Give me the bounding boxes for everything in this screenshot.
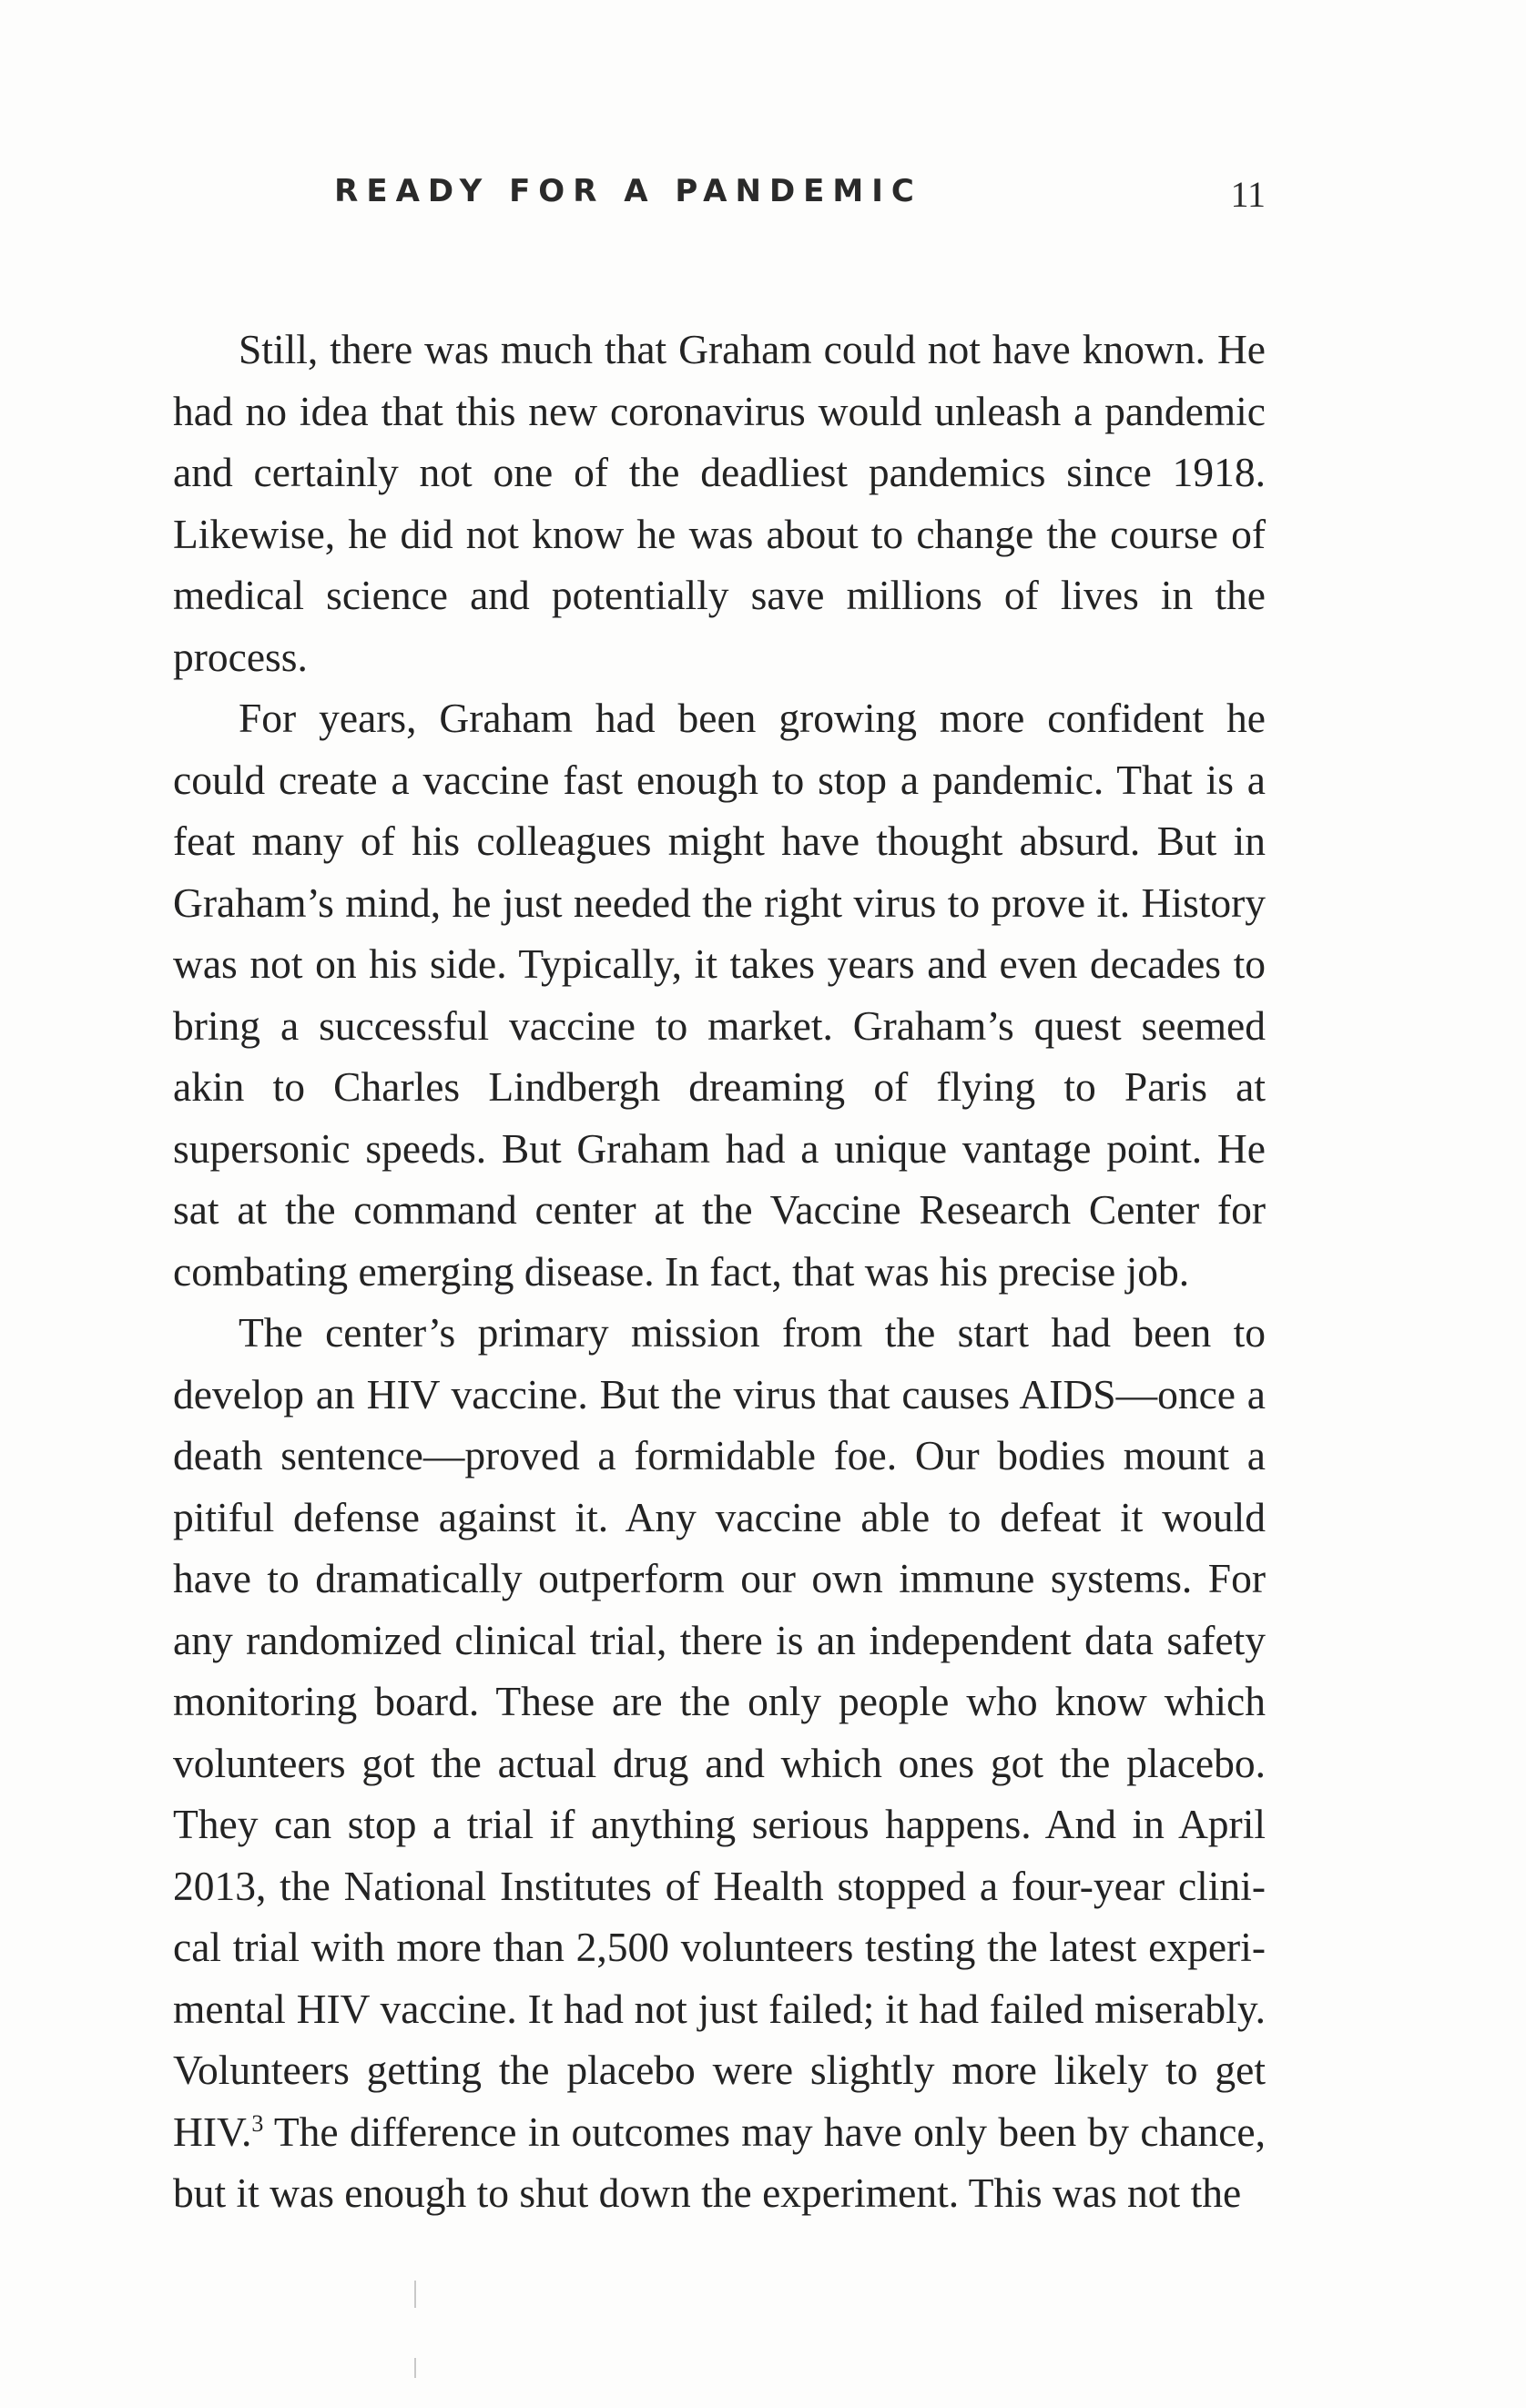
running-title: READY FOR A PANDEMIC — [334, 173, 922, 209]
scan-mark — [414, 2358, 416, 2378]
page-number: 11 — [1230, 174, 1266, 215]
footnote-marker: 3 — [251, 2109, 264, 2137]
paragraph: Still, there was much that Graham could not have known. He had no idea that this new coronavirus would unleash a pandemic and certainly not one of the deadliest pandemics since 1918. Likewise, he did not know he was about to change the course of medical science and potentially save millions of lives in the process. — [173, 326, 1266, 680]
running-head — [173, 173, 1266, 228]
paragraph — [173, 1302, 1266, 2224]
scan-mark — [414, 2281, 416, 2308]
paragraph-text: The center’s primary mission from the start had been to develop an HIV vaccine. But the virus that causes AIDS—once a death sentence—proved a formidable foe. Our bodies mount a pitiful defense against it. Any vaccine able to defeat it would have to dramatically outperform our own immune systems. For any randomized clinical trial, there is an independent data safety monitoring board. These are the only people who know which volunteers got the actual drug and which ones got the placebo. They can stop a trial if anything serious happens. And in April 2013, the National Institutes of Health stopped a four-year clinical trial with more than 2,500 volunteers testing the latest experimental HIV vaccine. It had not just failed; it had failed miserably. Volunteers getting the placebo were slightly more likely to get HIV. — [173, 1309, 1266, 2155]
paragraph-text: The difference in outcomes may have only been by chance, but it was enough to shut down the experiment. This was not the — [173, 2108, 1266, 2216]
paragraph: For years, Graham had been growing more confident he could create a vaccine fast enough to stop a pandemic. That is a feat many of his colleagues might have thought absurd. But in Graham’s mind, he just needed the right virus to prove it. History was not on his side. Typically, it takes years and even decades to bring a successful vaccine to market. Graham’s quest seemed akin to Charles Lindbergh dreaming of flying to Paris at supersonic speeds. But Graham had a unique vantage point. He sat at the command center at the Vaccine Research Center for combating emerging disease. In fact, that was his precise job. — [173, 695, 1266, 1295]
body-text — [173, 319, 1266, 2224]
